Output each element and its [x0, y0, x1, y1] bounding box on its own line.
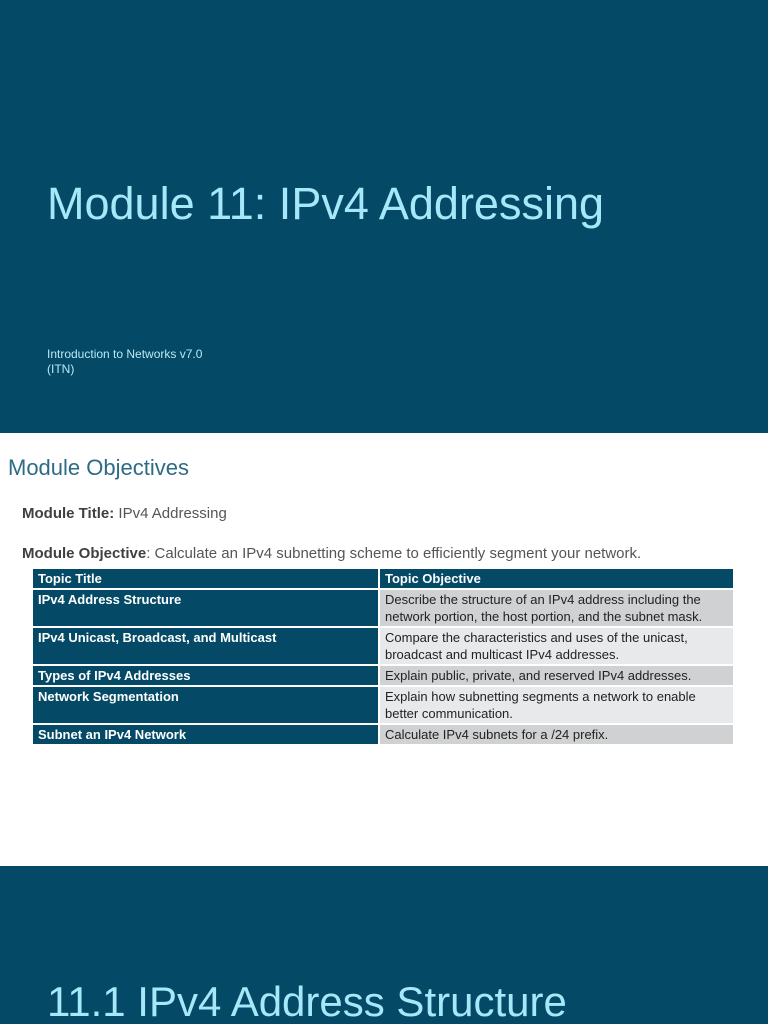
- topic-title-cell: Network Segmentation: [33, 686, 379, 724]
- module-objective-label: Module Objective: [22, 545, 147, 562]
- table-row: [33, 665, 733, 686]
- table-row: [33, 627, 733, 665]
- course-code: (ITN): [47, 362, 75, 376]
- topic-objective-cell: Compare the characteristics and uses of the unicast, broadcast and multicast IPv4 addresses.: [379, 627, 733, 665]
- section-slide: [0, 866, 768, 1024]
- topic-objective-cell: Explain public, private, and reserved IPv4 addresses.: [379, 665, 733, 686]
- course-subtitle: [47, 347, 202, 377]
- header-topic-title: Topic Title: [33, 569, 379, 589]
- module-title: Module 11: IPv4 Addressing: [47, 178, 605, 229]
- table-header-row: [33, 569, 733, 589]
- topic-objective-cell: Calculate IPv4 subnets for a /24 prefix.: [379, 724, 733, 745]
- title-slide: [0, 0, 768, 433]
- header-topic-objective: Topic Objective: [379, 569, 733, 589]
- objectives-slide: [0, 433, 768, 866]
- topic-title-cell: IPv4 Address Structure: [33, 589, 379, 627]
- module-objective-line: [22, 545, 641, 562]
- module-title-line: [22, 505, 227, 522]
- module-title-value: IPv4 Addressing: [118, 505, 227, 522]
- table-row: [33, 724, 733, 745]
- objectives-table: [33, 569, 733, 746]
- table-row: [33, 589, 733, 627]
- table-row: [33, 686, 733, 724]
- topic-title-cell: Types of IPv4 Addresses: [33, 665, 379, 686]
- topic-title-cell: IPv4 Unicast, Broadcast, and Multicast: [33, 627, 379, 665]
- topic-title-cell: Subnet an IPv4 Network: [33, 724, 379, 745]
- module-objective-value: : Calculate an IPv4 subnetting scheme to efficiently segment your network.: [146, 545, 642, 562]
- topic-objective-cell: Describe the structure of an IPv4 address including the network portion, the host portion, and the subnet mask.: [379, 589, 733, 627]
- course-name: Introduction to Networks v7.0: [47, 347, 203, 361]
- topic-objective-cell: Explain how subnetting segments a network to enable better communication.: [379, 686, 733, 724]
- module-title-label: Module Title:: [22, 505, 115, 522]
- objectives-heading: Module Objectives: [8, 455, 189, 480]
- section-title: 11.1 IPv4 Address Structure: [47, 978, 567, 1025]
